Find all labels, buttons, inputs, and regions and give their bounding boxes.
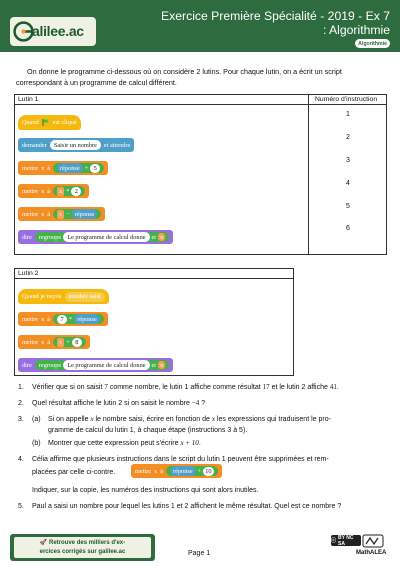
instruction-number: 2 [346,134,350,141]
mathalea-logo-icon [362,534,384,548]
galilee-logo[interactable] [10,17,96,46]
ask-prompt: Saisir un nombre [50,140,101,150]
operator-add: réponse + 5 [53,163,104,173]
green-flag-icon [42,119,50,126]
creative-commons-badge: ⓒ BY NC SA [331,535,361,546]
lutin1-table [14,94,387,255]
question-2: 2. Quel résultat affiche le lutin 2 si on saisit le nombre −4 ? [18,399,206,407]
logo-text: alilee.ac [32,23,84,39]
header-bar [0,0,400,52]
answer-reporter: réponse [72,209,98,219]
question-3: 3. (a) Si on appelle x le nombre saisi, écrire en fonction de x les expressions qui traduisent le pro- gramme de calcul du lutin 1, à chaque étape (instructions 3 à 5). (b) Montrer que cette expression peut s'écrire x + 10. [18,415,331,447]
set-variable-block[interactable]: mettre x à réponse + 5 [18,161,108,175]
instruction-number: 6 [346,225,350,232]
join-operator: regroupe Le programme de calcul donne et x [35,232,169,242]
when-flag-clicked-block[interactable]: Quand est cliqué [18,115,81,130]
instruction-number: 5 [346,203,350,210]
when-i-receive-block[interactable]: Quand je reçois nombre saisi [18,289,109,304]
answer-reporter: réponse [170,466,196,476]
set-variable-block[interactable]: mettre x à x − réponse [18,207,105,221]
answer-reporter: réponse [74,314,100,324]
exercise-title: Exercice Première Spécialité - 2019 - Ex 7 : Algorithmie [161,9,390,37]
set-variable-block[interactable]: mettre x à x * 2 [18,184,89,198]
operator-add: x + 8 [53,337,86,347]
cc-icon: ⓒ [331,538,337,544]
operator-subtract: x − réponse [53,209,101,219]
answer-reporter: réponse [57,163,83,173]
set-variable-block[interactable]: mettre x à x + 8 [18,335,90,349]
rocket-icon: 🚀 [39,540,48,546]
operator-multiply: x * 2 [53,186,85,196]
question-4: 4. Célia affirme que plusieurs instructions dans le script du lutin 1 peuvent être supprimées et rem- placées par celle ci-contre. mettre x à réponse + 10 Indiquer, sur la copie, les numéros des instructions qui sont alors inutiles. [18,456,329,494]
operator-multiply: 7 * réponse [53,314,104,324]
intro-text: On donne le programme ci-dessous où on considère 2 lutins. Pour chaque lutin, on a écrit un script correspondant à un programme de calcul différent. [16,67,342,87]
topic-badge: Algorithmie [355,39,390,48]
message-dropdown[interactable]: nombre saisi [65,292,105,302]
question-5: 5. Paul a saisi un nombre pour lequel les lutins 1 et 2 affichent le même résultat. Quel est ce nombre ? [18,503,342,510]
page-number: Page 1 [188,550,211,557]
replacement-set-block[interactable]: mettre x à réponse + 10 [131,464,222,478]
promo-banner[interactable]: 🚀 Retrouve des milliers d'ex- ercices corrigés sur galilee.ac [10,534,155,561]
lutin1-header: Lutin 1 [18,96,39,103]
question-1: 1. Vérifier que si on saisit 7 comme nombre, le lutin 1 affiche comme résultat 17 et le lutin 2 affiche 41. [18,383,339,391]
instruction-number: 3 [346,157,350,164]
galilee-logo-icon [13,21,34,42]
ask-and-wait-block[interactable]: demander Saisir un nombre et attendre [18,138,134,152]
lutin2-table [14,268,294,376]
instruction-number: 4 [346,180,350,187]
instruction-number-header: Numéro d'instruction [315,96,378,103]
join-operator: regroupe Le programme de calcul donne et x [35,360,169,370]
instruction-number: 1 [346,111,350,118]
operator-add: réponse + 10 [166,466,217,476]
mathalea-brand: MathALEA [356,550,387,556]
lutin2-header: Lutin 2 [18,270,39,277]
set-variable-block[interactable]: mettre x à 7 * réponse [18,312,108,326]
say-block[interactable]: dire regroupe Le programme de calcul donne et x [18,358,173,372]
say-block[interactable]: dire regroupe Le programme de calcul donne et x [18,230,173,244]
